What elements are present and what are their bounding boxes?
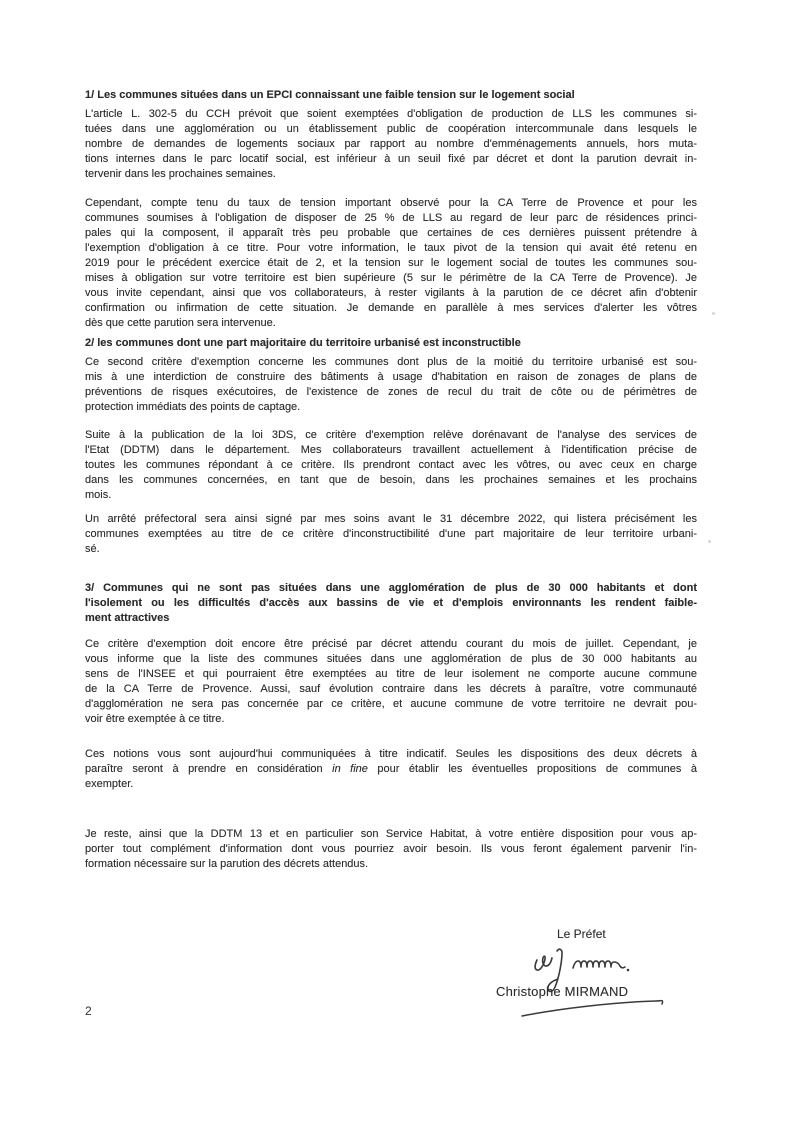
text-line: Cependant, compte tenu du taux de tension important observé pour la CA Terre de Provence et pour les [85,197,697,209]
signatory-name: Christophe MIRMAND [496,984,629,999]
paragraph [85,196,697,331]
paragraph [85,512,697,557]
paragraph [85,428,697,503]
scan-speck [708,540,711,543]
text-line: confirmation ou infirmation de cette situation. Je demande en parallèle à mes services d'alerter les vôtres [85,302,697,314]
text-line: d'agglomération ne sera pas concernée par ce critère, et aucune commune de votre territoire ne devrait pou- [85,698,697,710]
text-line: ment attractives [85,612,170,624]
text-line: toutes les communes répondant à ce critère. Ils prendront contact avec les vôtres, ou avec ceux en charge [85,459,697,471]
text-line: tervenir dans les prochaines semaines. [85,168,276,180]
scan-speck [712,312,715,315]
paragraph [85,107,697,182]
text-line: Ce second critère d'exemption concerne les communes dont plus de la moitié du territoire urbanisé est sou- [85,356,697,368]
text-line: préventions de risques exécutoires, de l'existence de zones de recul du trait de côte ou de périmètres de [85,386,697,398]
text-line: exempter. [85,778,134,790]
text-line: l'exemption d'obligation à ce titre. Pour votre information, le taux pivot de la tension qui avait été retenu en [85,242,697,254]
signature-underline-flourish [518,996,673,1020]
text-line: Ces notions vous sont aujourd'hui communiquées à titre indicatif. Seules les dispositions des deux décrets à [85,748,697,760]
section-1-heading [85,88,697,103]
letter-body [85,88,697,872]
text-line: dès que cette parution sera intervenue. [85,317,276,329]
text-line: 3/ Communes qui ne sont pas situées dans une agglomération de plus de 30 000 habitants et dont [85,582,697,594]
text-line: formation nécessaire sur la parution des décrets attendus. [85,858,369,870]
text-line: l'Etat (DDTM) dans le département. Mes collaborateurs travaillent actuellement à l'identification précise de [85,444,697,456]
text-line: vous invite cependant, ainsi que vos collaborateurs, à rester vigilants à la parution de ce décret afin d'obtenir [85,287,697,299]
text-line: 2/ les communes dont une part majoritaire du territoire urbanisé est inconstructible [85,337,521,349]
page-number: 2 [85,1004,92,1018]
text-line: communes exemptées au titre de ce critère d'inconstructibilité d'une part majoritaire de leur territoire urbani- [85,528,697,540]
closing-paragraph [85,827,697,872]
text-line: mis à une interdiction de construire des bâtiments à usage d'habitation en raison de zonages de plans de [85,371,697,383]
text-line: nombre de demandes de logements sociaux par rapport au nombre d'emménagements annuels, hors muta- [85,138,697,150]
text-line: 2019 pour le précédent exercice était de 2, et la tension sur le logement social de toutes les communes sou- [85,257,697,269]
closing-paragraph [85,747,697,792]
text-line: sens de l'INSEE et qui pourraient être exemptées au titre de leur isolement ne comporte aucune commune [85,668,697,680]
text-line: vous informe que la liste des communes situées dans une agglomération de plus de 30 000 habitants au [85,653,697,665]
text-line: sé. [85,543,100,555]
text-line: L'article L. 302-5 du CCH prévoit que soient exemptées d'obligation de production de LLS les communes si- [85,108,697,120]
text-line: de la CA Terre de Provence. Aussi, sauf évolution contraire dans les décrets à paraître, votre communauté [85,683,697,695]
text-line: l'isolement ou les difficultés d'accès aux bassins de vie et d'emplois environnants les rendent faible- [85,597,697,609]
paragraph [85,355,697,415]
section-3-heading [85,581,697,626]
text-line: Je reste, ainsi que la DDTM 13 et en particulier son Service Habitat, à votre entière disposition pour vous ap- [85,828,697,840]
text-line: pales qui la composent, il apparaît très peu probable que certaines de ces dernières puissent prétendre à [85,227,697,239]
paragraph [85,637,697,727]
text-line: communes soumises à l'obligation de disposer de 25 % de LLS au regard de leur parc de résidences princi- [85,212,697,224]
text-line: mois. [85,489,112,501]
signatory-title: Le Préfet [557,927,606,941]
text-line: Ce critère d'exemption doit encore être précisé par décret attendu courant du mois de juillet. Cependant, je [85,638,697,650]
text-line: tuées dans une agglomération ou un établissement public de coopération intercommunale dans lesquels le [85,123,697,135]
text-line: paraître seront à prendre en considération in fine pour établir les éventuelles propositions de communes à [85,763,697,775]
text-line: porter tout complément d'information dont vous pourriez avoir besoin. Ils vous feront également parvenir l'in- [85,843,697,855]
section-2-heading [85,336,697,351]
text-line: Suite à la publication de la loi 3DS, ce critère d'exemption relève dorénavant de l'analyse des services de [85,429,697,441]
text-line: protection immédiats des points de captage. [85,401,301,413]
text-line: tions internes dans le parc locatif social, est inférieur à un seuil fixé par décret et dont la parution devrait in- [85,153,697,165]
text-line: mises à obligation sur votre territoire est bien supérieure (5 sur le périmètre de la CA Terre de Provence). Je [85,272,697,284]
text-line: dans les communes concernées, en tant que de besoin, dans les prochaines semaines et les prochains [85,474,697,486]
text-line: Un arrêté préfectoral sera ainsi signé par mes soins avant le 31 décembre 2022, qui listera précisément les [85,513,697,525]
text-line: voir être exemptée à ce titre. [85,713,225,725]
signature-block [490,925,690,1025]
text-line: 1/ Les communes situées dans un EPCI connaissant une faible tension sur le logement social [85,89,575,101]
